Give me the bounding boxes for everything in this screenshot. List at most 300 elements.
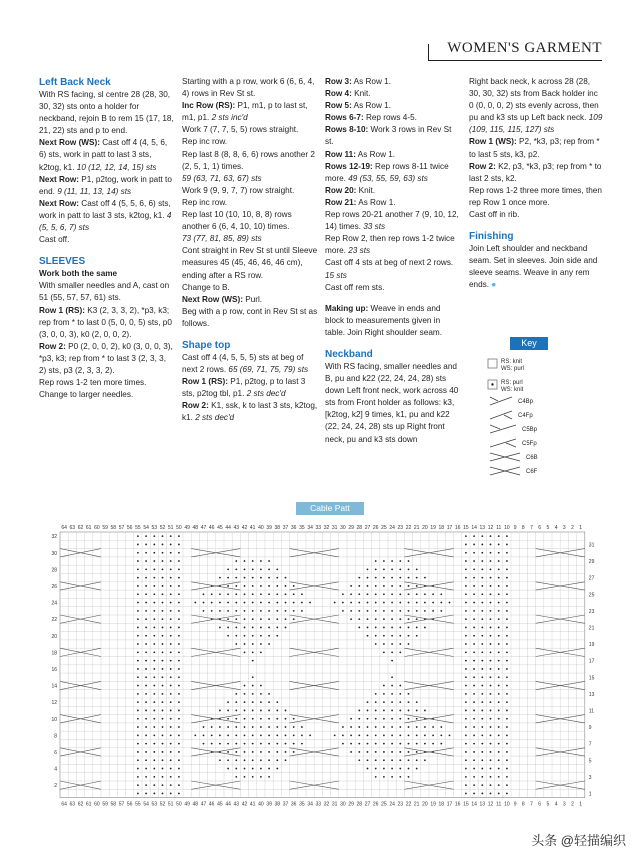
purl-dot [162,627,164,629]
purl-dot [490,701,492,703]
lbn-text: With RS facing, sl centre 28 (28, 30, 30, 32) sts onto a holder for neckband, rejoin B to rem 15 (17, 18, 21, 22) sts and p to end. [39,90,174,136]
chart-col-label-top: 1 [579,525,583,531]
purl-dot [252,585,254,587]
purl-dot [408,768,410,770]
purl-dot [170,577,172,579]
purl-dot [440,743,442,745]
change-b: Change to B. [182,282,230,292]
purl-dot [367,734,369,736]
purl-dot [490,784,492,786]
purl-dot [375,726,377,728]
purl-dot [285,577,287,579]
purl-dot [383,585,385,587]
nb-row1: Row 1 (WS): P2, *k3, p3; rep from * to last 5 sts, k3, p2. [469,137,600,159]
purl-dot [268,743,270,745]
purl-dot [481,602,483,604]
purl-dot [137,734,139,736]
purl-dot [268,602,270,604]
purl-dot [244,585,246,587]
purl-dot [244,568,246,570]
purl-dot [276,759,278,761]
purl-dot [203,743,205,745]
purl-dot [145,710,147,712]
purl-dot [170,618,172,620]
purl-dot [260,726,262,728]
purl-dot [506,693,508,695]
purl-dot [260,701,262,703]
purl-dot [285,618,287,620]
chart-col-label-top: 3 [562,525,566,531]
purl-dot [162,693,164,695]
purl-dot [391,693,393,695]
purl-dot [170,693,172,695]
purl-dot [145,718,147,720]
purl-dot [490,759,492,761]
chart-col-label-bottom: 47 [200,801,207,808]
purl-dot [260,585,262,587]
purl-dot [490,743,492,745]
purl-dot [227,701,229,703]
purl-dot [399,627,401,629]
purl-dot [162,618,164,620]
purl-dot [490,560,492,562]
chart-col-label-top: 8 [521,525,525,531]
purl-dot [260,651,262,653]
purl-dot [481,610,483,612]
purl-dot [416,734,418,736]
purl-dot [375,635,377,637]
purl-dot [498,701,500,703]
purl-dot [162,784,164,786]
purl-dot [178,701,180,703]
purl-dot [162,635,164,637]
purl-dot [473,751,475,753]
purl-dot [178,627,180,629]
purl-dot [408,710,410,712]
purl-dot [276,743,278,745]
purl-dot [481,718,483,720]
purl-dot [162,668,164,670]
purl-dot [170,535,172,537]
purl-dot [432,602,434,604]
purl-dot [145,768,147,770]
purl-dot [235,593,237,595]
purl-dot [498,535,500,537]
purl-dot [260,577,262,579]
purl-dot [244,635,246,637]
purl-dot [358,618,360,620]
purl-dot [408,693,410,695]
purl-dot [367,627,369,629]
purl-dot [473,627,475,629]
purl-dot [358,577,360,579]
purl-dot [285,718,287,720]
purl-dot [399,560,401,562]
chart-col-label-bottom: 46 [208,801,215,808]
purl-dot [252,643,254,645]
chart-row-label-left: 16 [51,666,57,673]
chart-row-label-right: 27 [588,575,595,582]
chart-row-label-left: 10 [51,716,57,723]
purl-dot [153,651,155,653]
purl-dot [506,668,508,670]
purl-dot [235,627,237,629]
purl-dot [350,593,352,595]
purl-dot [465,618,467,620]
purl-dot [391,560,393,562]
purl-dot [399,643,401,645]
purl-dot [252,560,254,562]
purl-dot [235,585,237,587]
purl-dot [367,718,369,720]
sleeve-row1: Row 1 (RS): K3 (2, 3, 3, 2), *p3, k3; rep from * to last 0 (5, 0, 0, 5) sts, p0 (3, 0, 0, 3), k0 (2, 0, 0, 2). [39,305,172,339]
purl-dot [399,759,401,761]
purl-dot [375,585,377,587]
purl-dot [375,610,377,612]
purl-dot [178,759,180,761]
purl-dot [211,593,213,595]
chart-col-label-bottom: 30 [340,801,346,808]
purl-dot [367,726,369,728]
purl-dot [260,751,262,753]
purl-dot [170,784,172,786]
purl-dot [162,743,164,745]
purl-dot [490,568,492,570]
purl-dot [391,734,393,736]
purl-dot [276,718,278,720]
row11: Row 11: As Row 1. [325,149,396,159]
chart-row-label-left: 24 [51,600,57,607]
purl-dot [506,593,508,595]
purl-dot [490,544,492,546]
purl-dot [481,685,483,687]
chart-col-label-top: 5 [546,525,550,531]
purl-dot [432,734,434,736]
purl-dot [350,743,352,745]
purl-dot [383,685,385,687]
purl-dot [153,793,155,795]
purl-dot [383,568,385,570]
chart-col-label-top: 30 [340,525,346,531]
purl-dot [391,643,393,645]
purl-dot [235,734,237,736]
purl-dot [153,618,155,620]
purl-dot [481,759,483,761]
purl-dot [235,577,237,579]
purl-dot [162,651,164,653]
purl-dot [260,627,262,629]
purl-dot [498,676,500,678]
purl-dot [178,552,180,554]
purl-dot [162,676,164,678]
chart-col-label-top: 53 [151,525,158,531]
purl-dot [170,651,172,653]
chart-col-label-top: 27 [364,525,371,531]
purl-dot [481,743,483,745]
purl-dot [170,768,172,770]
purl-dot [350,734,352,736]
purl-dot [244,685,246,687]
purl-dot [227,593,229,595]
chart-col-label-top: 47 [200,525,207,531]
purl-dot [399,751,401,753]
purl-dot [235,751,237,753]
purl-dot [498,660,500,662]
purl-dot [252,651,254,653]
purl-dot [481,618,483,620]
purl-dot [490,618,492,620]
chart-col-label-top: 32 [323,525,330,531]
purl-dot [170,602,172,604]
purl-dot [506,701,508,703]
purl-dot [219,759,221,761]
chart-col-label-bottom: 49 [184,801,190,808]
purl-dot [440,602,442,604]
purl-dot [260,743,262,745]
purl-dot [473,593,475,595]
purl-dot [375,560,377,562]
purl-dot [416,577,418,579]
purl-dot [260,618,262,620]
purl-dot [391,627,393,629]
chart-row-label-right: 29 [588,559,595,566]
purl-dot [268,701,270,703]
purl-dot [391,701,393,703]
chart-col-label-bottom: 60 [94,801,100,808]
purl-dot [498,776,500,778]
purl-dot [465,734,467,736]
purl-dot [399,718,401,720]
purl-dot [260,560,262,562]
purl-dot [178,544,180,546]
purl-dot [383,701,385,703]
shape-row1: Row 1 (RS): P1, p2tog, p to last 3 sts, p2tog tbl, p1. 2 sts dec'd [182,377,306,399]
purl-dot [162,793,164,795]
purl-dot [506,726,508,728]
purl-dot [449,734,451,736]
chart-row-label-left: 28 [51,567,57,574]
purl-dot [498,668,500,670]
cable-symbols-icon [490,397,520,475]
purl-dot [408,759,410,761]
purl-dot [252,776,254,778]
purl-dot [375,734,377,736]
purl-dot [375,577,377,579]
purl-dot [203,593,205,595]
purl-dot [145,668,147,670]
chart-row-label-left: 32 [51,534,57,541]
purl-dot [276,726,278,728]
chart-col-label-top: 36 [290,525,297,531]
purl-dot [153,668,155,670]
purl-dot [244,577,246,579]
purl-dot [178,710,180,712]
purl-dot [244,710,246,712]
chart-col-label-top: 14 [471,525,477,531]
change-needles: Change to larger needles. [39,390,134,400]
purl-dot [432,726,434,728]
purl-dot [383,610,385,612]
purl-dot [375,618,377,620]
purl-dot [244,743,246,745]
purl-dot [465,726,467,728]
purl-dot [498,610,500,612]
next-ws: Next Row (WS): Purl. [182,294,263,304]
purl-dot [203,726,205,728]
sleeves-heading: SLEEVES [39,256,86,268]
purl-dot [424,710,426,712]
purl-dot [235,726,237,728]
purl-dot [473,768,475,770]
purl-dot [145,784,147,786]
purl-dot [137,618,139,620]
purl-dot [481,635,483,637]
purl-dot [358,627,360,629]
purl-dot [358,759,360,761]
purl-dot [498,685,500,687]
purl-dot [408,618,410,620]
purl-dot [473,784,475,786]
chart-col-label-top: 55 [135,525,141,531]
purl-dot [153,768,155,770]
purl-dot [285,743,287,745]
row12-19: Rows 12-19: Rep rows 8-11 twice more. 49 (53, 55, 59, 63) sts [325,161,449,183]
column-1 [39,76,175,401]
purl-dot [227,618,229,620]
purl-dot [367,602,369,604]
purl-dot [440,593,442,595]
purl-dot [391,593,393,595]
purl-dot [481,676,483,678]
purl-dot [358,726,360,728]
purl-dot [383,693,385,695]
purl-dot [178,651,180,653]
purl-dot [506,718,508,720]
purl-dot [276,610,278,612]
purl-dot [194,602,196,604]
purl-dot [506,743,508,745]
purl-dot [293,718,295,720]
purl-dot [481,768,483,770]
purl-dot [252,718,254,720]
purl-dot [252,568,254,570]
chart-row-label-right: 3 [588,774,592,781]
purl-dot [153,734,155,736]
purl-dot [465,577,467,579]
purl-dot [399,568,401,570]
purl-dot [252,627,254,629]
purl-dot [137,693,139,695]
chart-row-label-left: 20 [51,633,57,640]
purl-dot [399,701,401,703]
purl-dot [473,759,475,761]
purl-dot [162,734,164,736]
purl-dot [391,743,393,745]
watermark: 头条 @轻描编织 [531,833,626,848]
purl-dot [408,643,410,645]
purl-dot [268,768,270,770]
purl-dot [145,734,147,736]
purl-dot [227,759,229,761]
purl-dot [465,585,467,587]
purl-dot [399,593,401,595]
purl-dot [490,643,492,645]
purl-dot [252,693,254,695]
purl-dot [227,710,229,712]
purl-dot [252,726,254,728]
header-divider [428,60,602,61]
purl-dot [260,610,262,612]
purl-dot [219,627,221,629]
purl-dot [498,552,500,554]
purl-dot [358,593,360,595]
purl-dot [276,701,278,703]
purl-dot [137,685,139,687]
purl-dot [145,751,147,753]
chart-col-label-bottom: 58 [110,801,117,808]
purl-dot [178,602,180,604]
rep-rows: Rep rows 1-2 ten more times. [39,378,147,388]
work7: Work 7 (7, 7, 5, 5) rows straight. [182,125,299,135]
chart-col-label-bottom: 44 [225,801,231,808]
chart-col-label-bottom: 12 [487,801,494,808]
chart-col-label-top: 33 [315,525,322,531]
purl-dot [498,651,500,653]
chart-col-label-bottom: 43 [233,801,240,808]
purl-dot [276,734,278,736]
purl-dot [473,676,475,678]
purl-dot [424,593,426,595]
purl-dot [260,568,262,570]
chart-col-label-bottom: 4 [554,801,558,808]
purl-dot [137,710,139,712]
purl-dot [490,668,492,670]
chart-col-label-top: 46 [208,525,215,531]
purl-dot [391,618,393,620]
purl-dot [260,635,262,637]
purl-dot [375,602,377,604]
right-back-text: Right back neck, k across 28 (28, 30, 30, 32) sts from Back holder inc 0 (0, 0, 0, 2) sts evenly across, then pu and k3 sts up Left back neck. 109 (109, 115, 115, 127) sts [469,77,603,135]
row21: Row 21: As Row 1. [325,197,396,207]
purl-dot [153,718,155,720]
purl-dot [211,743,213,745]
chart-row-label-right: 13 [588,691,595,698]
purl-dot [481,793,483,795]
page-header [0,0,640,66]
purl-dot [481,552,483,554]
purl-dot [219,726,221,728]
purl-dot [137,776,139,778]
purl-dot [408,751,410,753]
purl-dot [473,793,475,795]
purl-dot [153,627,155,629]
purl-dot [170,568,172,570]
purl-dot [162,776,164,778]
purl-dot [178,560,180,562]
chart-col-label-bottom: 37 [282,801,289,808]
purl-dot [473,734,475,736]
end-dot-icon: ● [491,280,497,290]
purl-dot [244,734,246,736]
purl-dot [235,776,237,778]
chart-row-label-right: 15 [588,675,595,682]
purl-dot [342,610,344,612]
purl-dot [498,560,500,562]
start-text: Starting with a p row, work 6 (6, 6, 4, 4) rows in Rev St st. [182,77,315,99]
chart-col-label-bottom: 29 [348,801,354,808]
rep-20-21: Rep rows 20-21 another 7 (9, 10, 12, 14) times. 33 sts [325,210,459,232]
purl-dot [252,743,254,745]
